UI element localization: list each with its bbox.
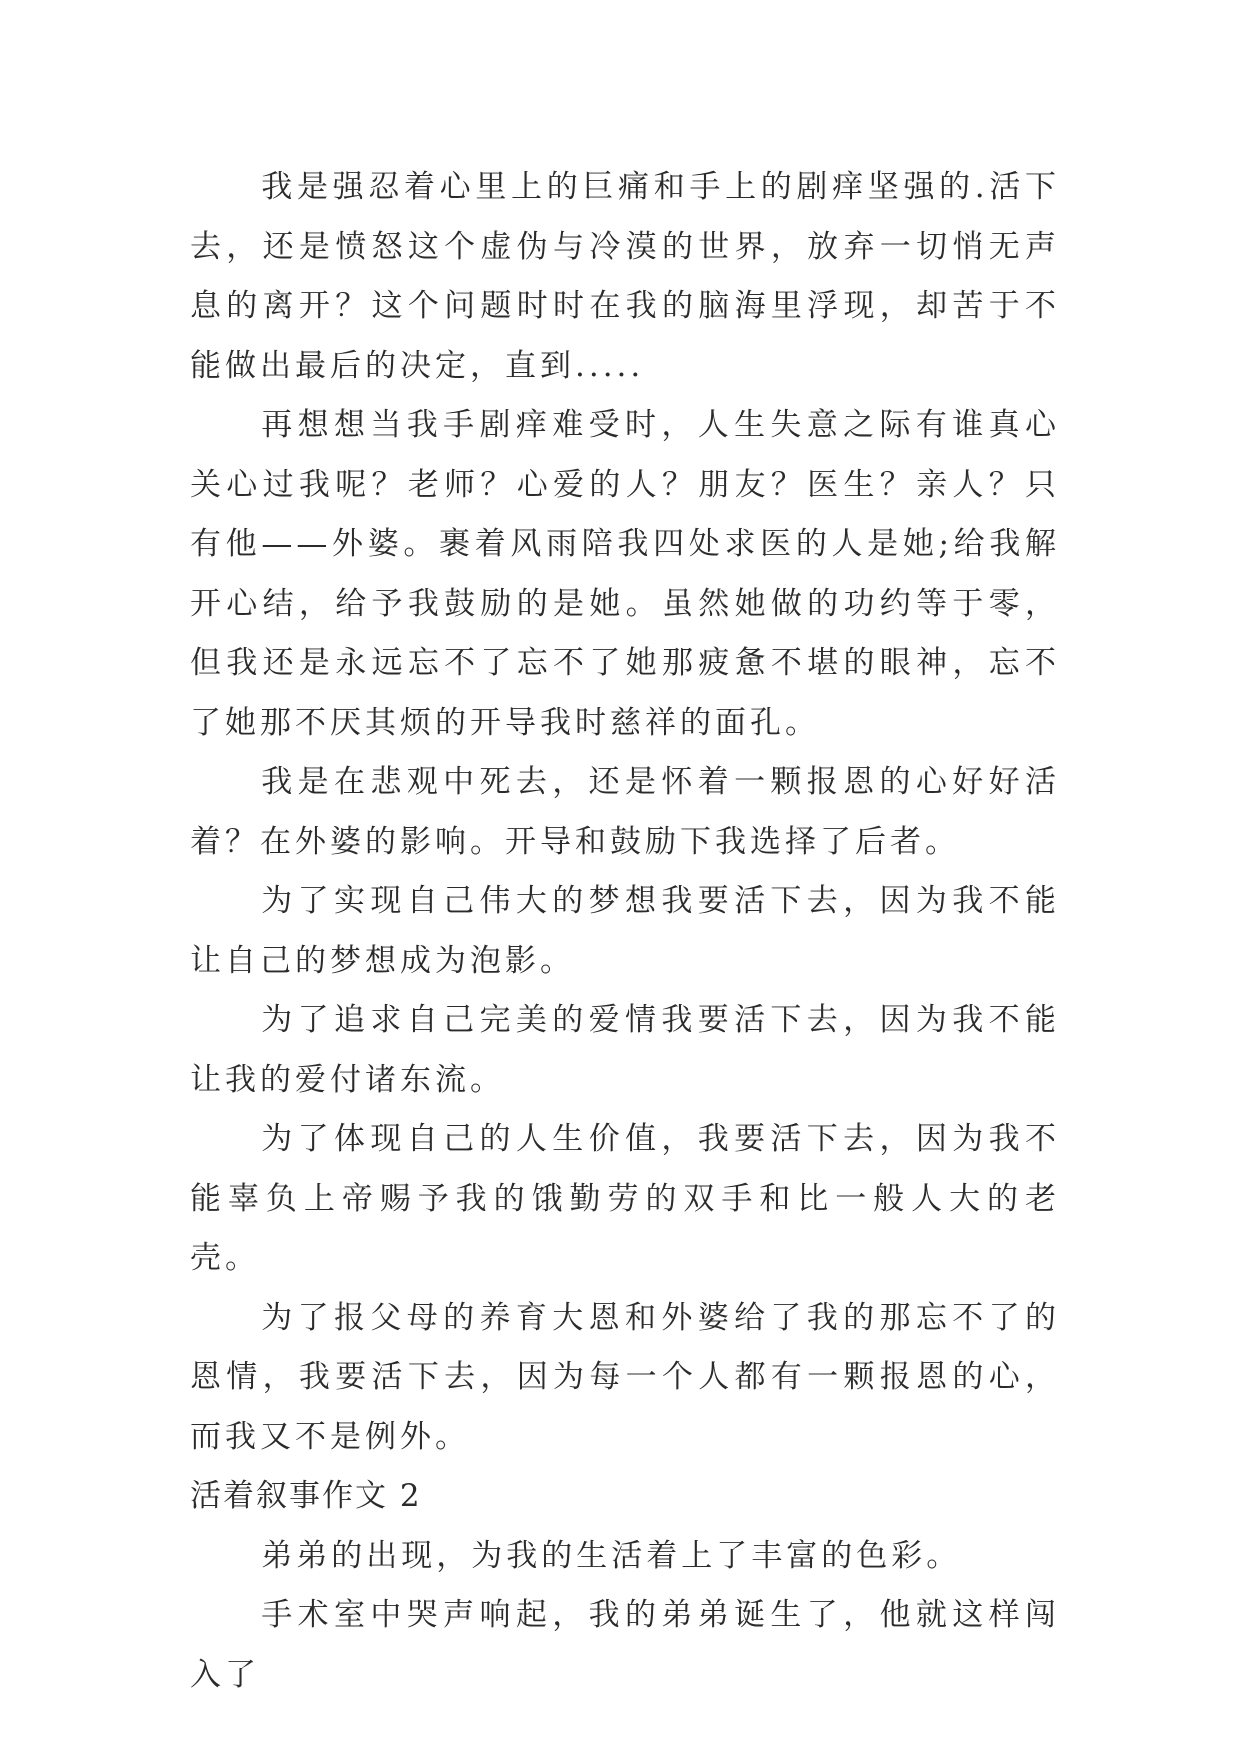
paragraph: 再想想当我手剧痒难受时，人生失意之际有谁真心关心过我呢？老师？心爱的人？朋友？医生？亲人？只有他——外婆。裹着风雨陪我四处求医的人是她;给我解开心结，给予我鼓励的是她。虽然她做的功约等于零，但我还是永远忘不了忘不了她那疲惫不堪的眼神，忘不了她那不厌其烦的开导我时慈祥的面孔。 [190,407,1060,741]
paragraph: 为了实现自己伟大的梦想我要活下去，因为我不能让自己的梦想成为泡影。 [190,883,1060,979]
paragraph: 为了追求自己完美的爱情我要活下去，因为我不能让我的爱付诸东流。 [190,1002,1060,1098]
paragraph: 为了体现自己的人生价值，我要活下去，因为我不能辜负上帝赐予我的饿勤劳的双手和比一般人大的老壳。 [190,1121,1060,1276]
paragraph: 为了报父母的养育大恩和外婆给了我的那忘不了的恩情，我要活下去，因为每一个人都有一颗报恩的心，而我又不是例外。 [190,1299,1060,1455]
paragraph: 手术室中哭声响起，我的弟弟诞生了，他就这样闯入了 [190,1597,1060,1693]
paragraph: 我是强忍着心里上的巨痛和手上的剧痒坚强的.活下去，还是愤怒这个虚伪与冷漠的世界，放弃一切悄无声息的离开？这个问题时时在我的脑海里浮现，却苦于不能做出最后的决定，直到..... [190,169,1060,384]
paragraph: 我是在悲观中死去，还是怀着一颗报恩的心好好活着？在外婆的影响。开导和鼓励下我选择了后者。 [190,764,1060,860]
document-body [190,158,1060,1705]
section-title: 活着叙事作文 2 [190,1478,422,1514]
paragraph: 弟弟的出现，为我的生活着上了丰富的色彩。 [261,1537,962,1574]
